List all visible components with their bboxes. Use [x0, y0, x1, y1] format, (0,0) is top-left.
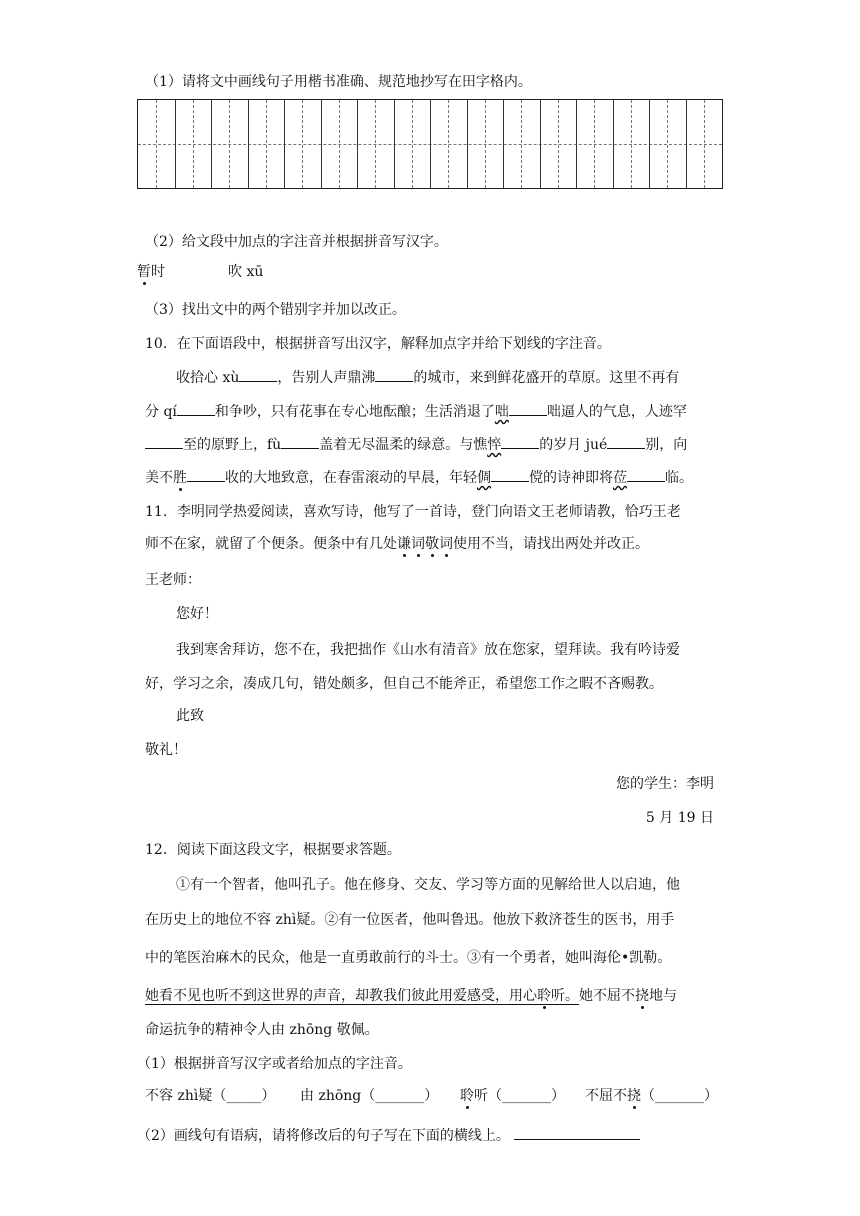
q9-part2: （2）给文段中加点的字注音并根据拼音写汉字。 [145, 234, 448, 250]
dotted-char: 暂 [137, 264, 151, 280]
grid-column-line [686, 100, 687, 188]
q12-text: 她不屈不 [579, 988, 635, 1004]
q9-part1: （1）请将文中画线句子用楷书准确、规范地抄写在田字格内。 [145, 74, 532, 90]
note-salutation: 王老师： [145, 572, 201, 588]
grid-column-line [175, 100, 176, 188]
q12-text: （2）画线句有语病，请将修改后的句子写在下面的横线上。 [137, 1128, 510, 1144]
q10-text: 咄逼人的气息，人迹罕 [546, 404, 687, 420]
answer-blank[interactable] [239, 367, 277, 382]
q10-text: 别，向 [645, 437, 688, 453]
grid-guide-line [448, 100, 449, 188]
grid-column-line [211, 100, 212, 188]
q12-text: 听。 [551, 988, 579, 1004]
dotted-char: 词 [439, 536, 453, 552]
underlined-char: 咄 [494, 404, 509, 420]
grid-column-line [540, 100, 541, 188]
underlined-sentence [145, 988, 579, 1004]
grid-guide-line [521, 100, 522, 188]
q9-part3: （3）找出文中的两个错别字并加以改正。 [145, 302, 406, 318]
grid-guide-line [631, 100, 632, 188]
q9-a-rest: 时 [151, 264, 165, 280]
underlined-char: 悴 [487, 437, 502, 453]
answer-blank[interactable] [145, 434, 183, 449]
dotted-char: 词 [411, 536, 425, 552]
answer-blank[interactable] [509, 401, 547, 416]
grid-column-line [503, 100, 504, 188]
grid-guide-line [193, 100, 194, 188]
q12-line2: 在历史上的地位不容 zhì疑。②有一位医者，他叫鲁迅。他放下救济苍生的医书，用手 [145, 912, 675, 928]
q10-text: ，告别人声鼎沸 [277, 370, 376, 386]
q10-text: 至的原野上，fù [183, 437, 282, 453]
dotted-char: 谦 [397, 536, 411, 552]
grid-guide-line [412, 100, 413, 188]
q10-line3 [145, 434, 687, 455]
note-closing2: 敬礼！ [145, 742, 187, 758]
answer-line[interactable] [514, 1125, 640, 1140]
grid-column-line [430, 100, 431, 188]
underlined-char: 莅 [613, 470, 627, 486]
q10-stem: 10．在下面语段中，根据拼音写出汉字，解释加点字并给下划线的字注音。 [145, 336, 611, 352]
q10-text: 收拾心 xù [176, 370, 240, 386]
note-body-line2: 好，学习之余，凑成几句，错处颇多，但自己不能斧正，希望您工作之暇不吝赐教。 [145, 676, 663, 692]
dotted-phrase [397, 536, 453, 552]
answer-blank[interactable] [375, 367, 413, 382]
q12-answer-1[interactable]: 不容 zhì疑（_____） [145, 1088, 276, 1104]
grid-column-line [284, 100, 285, 188]
q12-answer-4[interactable] [585, 1086, 718, 1106]
answer-paren: （_______） [641, 1088, 718, 1104]
grid-guide-line [266, 100, 267, 188]
q10-line2 [145, 401, 687, 422]
q11-text: 使用不当，请找出两处并改正。 [453, 536, 649, 552]
q12-line5: 命运抗争的精神令人由 zhōng 敬佩。 [145, 1022, 379, 1038]
grid-guide-line [375, 100, 376, 188]
q11-stem-line2 [145, 534, 649, 554]
q12-text: 不屈不 [585, 1088, 627, 1104]
dotted-char: 聆 [537, 988, 551, 1004]
answer-blank[interactable] [607, 434, 645, 449]
grid-column-line [467, 100, 468, 188]
q12-line1: ①有一个智者，他叫孔子。他在修身、交友、学习等方面的见解给世人以启迪，他 [176, 877, 680, 893]
q10-text: 和争吵，只有花事在专心地酝酿；生活消退了 [214, 404, 495, 420]
q10-text: 傥的诗神即将 [529, 470, 613, 486]
answer-blank[interactable] [177, 401, 215, 416]
grid-column-line [576, 100, 577, 188]
q12-part1: （1）根据拼音写汉字或者给加点的字注音。 [137, 1056, 412, 1072]
q12-answer-2[interactable]: 由 zhōng（_______） [300, 1088, 439, 1104]
q10-line4 [145, 467, 693, 488]
q12-text: 她看不见也听不到这世界的声音，却教我们彼此用爱感受，用心 [145, 988, 537, 1004]
q10-line1 [176, 367, 679, 388]
q11-stem-line1: 11．李明同学热爱阅读，喜欢写诗，他写了一首诗，登门向语文王老师请教，恰巧王老 [145, 504, 681, 520]
grid-guide-line [667, 100, 668, 188]
grid-column-line [649, 100, 650, 188]
tianzige-grid[interactable] [137, 99, 723, 189]
grid-guide-line [302, 100, 303, 188]
answer-blank[interactable] [281, 434, 319, 449]
answer-paren: 听（_______） [474, 1088, 565, 1104]
answer-blank[interactable] [501, 434, 539, 449]
grid-column-line [613, 100, 614, 188]
q12-line4 [145, 986, 677, 1006]
dotted-char: 敬 [425, 536, 439, 552]
answer-blank[interactable] [187, 467, 225, 482]
q9-part2-item-b: 吹 xū [228, 264, 264, 280]
q9-part2-item-a [137, 262, 165, 282]
grid-guide-line [704, 100, 705, 188]
dotted-char: 挠 [627, 1088, 641, 1104]
q12-line3: 中的笔医治麻木的民众，他是一直勇敢前行的斗士。③有一个勇者，她叫海伦•凯勒。 [145, 950, 672, 966]
grid-guide-line [485, 100, 486, 188]
grid-guide-line [339, 100, 340, 188]
q12-stem: 12．阅读下面这段文字，根据要求答题。 [145, 842, 401, 858]
underlined-char: 倜 [477, 470, 491, 486]
note-closing1: 此致 [176, 708, 204, 724]
q10-text: 的城市，来到鲜花盛开的草原。这里不再有 [413, 370, 680, 386]
dotted-char: 聆 [460, 1088, 474, 1104]
dotted-char: 胜 [173, 470, 187, 486]
q12-part2 [137, 1125, 640, 1146]
q10-text: 盖着无尽温柔的绿意。与憔 [319, 437, 488, 453]
grid-column-line [394, 100, 395, 188]
q12-answer-3[interactable] [460, 1086, 565, 1106]
grid-column-line [321, 100, 322, 188]
q10-text: 分 qí [145, 404, 177, 420]
q10-text: 临。 [665, 470, 693, 486]
answer-blank[interactable] [627, 467, 665, 482]
grid-column-line [248, 100, 249, 188]
note-body-line1: 我到寒舍拜访，您不在，我把拙作《山水有清音》放在您家，望拜读。我有吟诗爱 [176, 642, 680, 658]
q10-text: 收的大地致意，在春雷滚动的早晨，年轻 [225, 470, 477, 486]
q12-text: 地与 [649, 988, 677, 1004]
q11-text: 师不在家，就留了个便条。便条中有几处 [145, 536, 397, 552]
q10-text: 美不 [145, 470, 173, 486]
dotted-char: 挠 [635, 988, 649, 1004]
grid-guide-line [594, 100, 595, 188]
grid-guide-line [558, 100, 559, 188]
note-signature: 您的学生：李明 [616, 776, 714, 792]
grid-column-line [357, 100, 358, 188]
grid-guide-line [156, 100, 157, 188]
note-greeting: 您好！ [176, 606, 218, 622]
q10-text: 的岁月 jué [539, 437, 608, 453]
note-date: 5 月 19 日 [645, 810, 714, 826]
answer-blank[interactable] [491, 467, 529, 482]
grid-guide-line [229, 100, 230, 188]
